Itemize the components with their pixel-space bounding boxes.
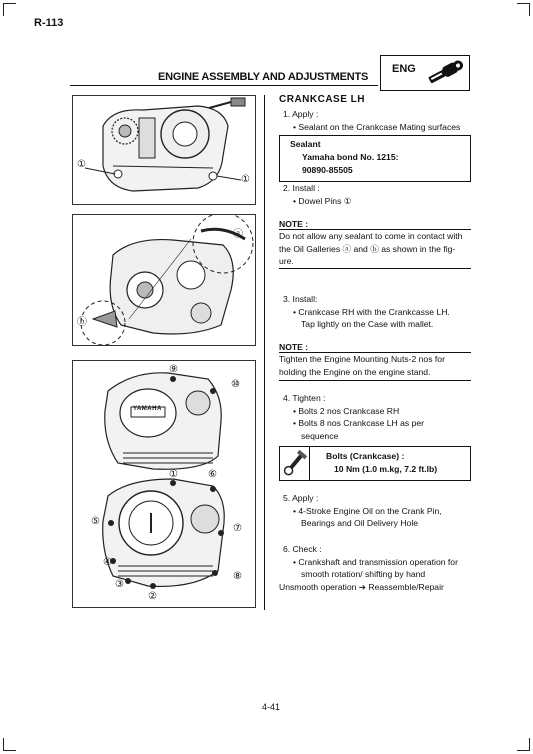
callout-bolt-8: ⑧ — [233, 571, 242, 582]
sealant-spec-box — [279, 135, 471, 182]
step-6-detail-2: smooth rotation/ shifting by hand — [301, 569, 426, 579]
sealant-product: Yamaha bond No. 1215: — [302, 152, 399, 162]
note-1-line-3: ure. — [279, 256, 294, 266]
crop-mark-bottom-right — [517, 738, 530, 751]
step-5 — [279, 492, 471, 530]
callout-bolt-3: ③ — [115, 579, 124, 590]
figure-bolt-tightening-sequence — [72, 360, 256, 608]
note-2-label: NOTE : — [279, 342, 309, 352]
step-6-heading: 6. Check : — [283, 544, 322, 554]
step-6-detail-1: • Crankshaft and transmission operation for — [293, 556, 458, 567]
note-2-line-2: holding the Engine on the engine stand. — [279, 366, 431, 377]
step-1-detail: • Sealant on the Crankcase Mating surfaces — [293, 121, 461, 132]
step-2-heading: 2. Install : — [283, 183, 320, 193]
step-4-detail-3: sequence — [301, 430, 339, 441]
figure-2-drawing — [73, 215, 256, 346]
section-tab-label: ENG — [392, 63, 416, 75]
step-6 — [279, 543, 471, 593]
sealant-label: Sealant — [290, 139, 321, 149]
step-5-detail-2: Bearings and Oil Delivery Hole — [301, 518, 419, 528]
sealant-part-number: 90890-85505 — [302, 165, 353, 175]
crop-mark-bottom-left — [3, 738, 16, 751]
note-2-text — [279, 353, 471, 378]
step-1-heading: 1. Apply : — [283, 109, 319, 119]
callout-bolt-4: ④ — [103, 557, 112, 568]
figure-3-drawing — [73, 361, 256, 608]
step-3 — [279, 293, 471, 331]
torque-value: 10 Nm (1.0 m.kg, 7.2 ft.lb) — [334, 464, 438, 474]
crop-mark-top-left — [3, 3, 16, 16]
crop-mark-top-right — [517, 3, 530, 16]
callout-bolt-9: ⑨ — [169, 364, 178, 375]
page-id: R-113 — [34, 17, 64, 29]
step-4-heading: 4. Tighten : — [283, 393, 326, 403]
column-divider — [264, 95, 265, 610]
callout-bolt-10: ⑩ — [231, 379, 240, 390]
figure-oil-galleries — [72, 214, 256, 346]
note-2-line-1: Tighten the Engine Mounting Nuts-2 nos for — [279, 354, 445, 364]
figure-crankcase-dowel-pins — [72, 95, 256, 205]
title-underline — [70, 85, 378, 86]
torque-spec-box — [279, 446, 471, 481]
callout-bolt-7: ⑦ — [233, 523, 242, 534]
step-1 — [279, 108, 471, 133]
callout-dowel-pin-left: ① — [77, 159, 86, 170]
page-title: ENGINE ASSEMBLY AND ADJUSTMENTS — [158, 71, 369, 83]
figure-1-drawing — [73, 96, 256, 205]
torque-wrench-icon — [280, 447, 310, 480]
note-1-text — [279, 230, 471, 268]
note-1-line-2: the Oil Galleries ⓐ and ⓑ as shown in the fig- — [279, 243, 456, 254]
callout-oil-gallery-a: ⓐ — [233, 229, 243, 240]
page-number: 4-41 — [262, 702, 281, 712]
step-6-result: Unsmooth operation ➔ Reassemble/Repair — [279, 581, 444, 592]
section-title: CRANKCASE LH — [279, 94, 365, 105]
step-2-detail: • Dowel Pins ① — [293, 195, 352, 206]
step-5-heading: 5. Apply : — [283, 493, 319, 503]
callout-bolt-5: ⑤ — [91, 516, 100, 527]
callout-bolt-1: ① — [169, 469, 178, 480]
torque-icon-cell — [280, 447, 310, 480]
note-1-line-1: Do not allow any sealant to come in contact with — [279, 231, 463, 241]
step-2 — [279, 182, 471, 207]
step-4-detail-1: • Bolts 2 nos Crankcase RH — [293, 405, 400, 416]
callout-oil-gallery-b: ⓑ — [77, 317, 87, 328]
step-5-detail-1: • 4-Stroke Engine Oil on the Crank Pin, — [293, 505, 442, 516]
step-3-detail-2: Tap lightly on the Case with mallet. — [301, 319, 434, 329]
step-3-detail-1: • Crankcase RH with the Crankcasse LH. — [293, 306, 450, 317]
step-4-detail-2: • Bolts 8 nos Crankcase LH as per — [293, 418, 425, 428]
callout-bolt-2: ② — [148, 591, 157, 602]
note-2-rule-bottom — [279, 380, 471, 381]
engine-cover-logo: YAMAHA — [133, 406, 162, 412]
step-4 — [279, 392, 471, 442]
callout-dowel-pin-right: ① — [241, 174, 250, 185]
wrench-tool-icon — [424, 59, 466, 87]
note-1-label: NOTE : — [279, 219, 309, 229]
torque-label: Bolts (Crankcase) : — [326, 451, 405, 461]
note-1-rule-bottom — [279, 268, 471, 269]
callout-bolt-6: ⑥ — [208, 469, 217, 480]
step-3-heading: 3. Install: — [283, 294, 318, 304]
